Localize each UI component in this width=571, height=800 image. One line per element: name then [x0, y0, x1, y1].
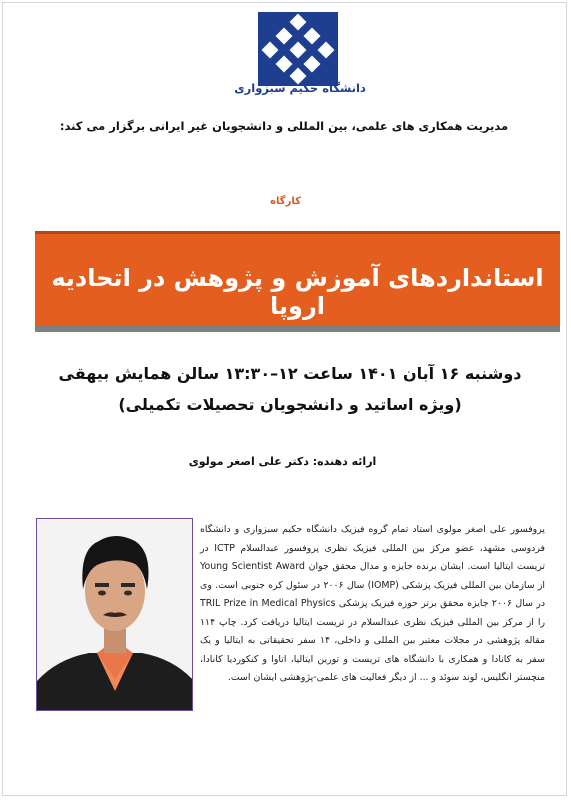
title-banner	[35, 231, 560, 332]
event-title: استانداردهای آموزش و پژوهش در اتحادیه اروپا	[51, 264, 544, 320]
presenter-bio: پروفسور علی اصغر مولوی استاد تمام گروه فیزیک دانشگاه حکیم سبزواری و دانشگاه فردوسی مشهد، عضو مرکز بین المللی فیزیک نظری پروفسور عبدالسلام ICTP در تریست ایتالیا است. ایشان برنده جایزه و مدال محقق جوان Young Scientist Award از سازمان بین المللی فیزیک پزشکی (IOMP) سال ۲۰۰۶ در سئول کره جنوبی است. وی در سال ۲۰۰۶ جایزه محقق برتر حوزه فیزیک پزشکی TRIL Prize in Medical Physics را از مرکز بین المللی فیزیک نظری عبدالسلام در تریست ایتالیا دریافت کرد. چاپ ۱۱۴ مقاله پژوهشی در مجلات معتبر بین المللی و داخلی، ۱۴ سفر تحقیقاتی به ایتالیا و یک سفر به کانادا و همکاری با دانشگاه های تریست و تورین ایتالیا، اتاوا و کنکوردیا کانادا، منچستر انگلیس، لوند سوئد و ... از دیگر فعالیت های علمی-پژوهشی ایشان است.	[200, 524, 546, 683]
presenter-line: ارائه دهنده: دکتر علی اصغر مولوی	[188, 455, 377, 468]
university-name: دانشگاه حکیم سبزواری	[234, 81, 366, 95]
event-datetime: دوشنبه ۱۶ آبان ۱۴۰۱ ساعت ۱۲–۱۳:۳۰ سالن همایش بیهقی	[58, 364, 522, 383]
event-category: کارگاه	[270, 196, 301, 207]
presenter-photo	[36, 518, 193, 711]
person-portrait-icon	[37, 519, 193, 711]
organizer-line: مدیریت همکاری های علمی، بین المللی و دانشجویان غیر ایرانی برگزار می کند:	[59, 119, 509, 133]
event-audience: (ویژه اساتید و دانشجویان تحصیلات تکمیلی)	[118, 395, 462, 414]
